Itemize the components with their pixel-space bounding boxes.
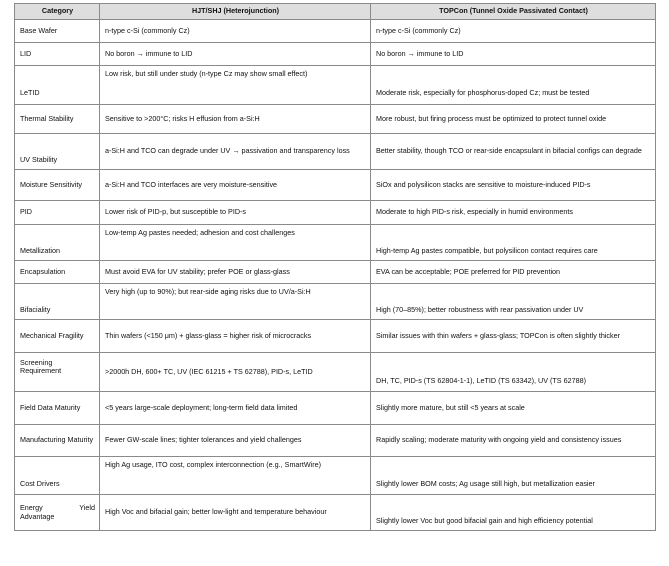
- table-row: [15, 392, 656, 425]
- comparison-table-container: [14, 3, 655, 531]
- row-topcon-value: Slightly lower Voc but good bifacial gain and high efficiency potential: [371, 495, 656, 531]
- row-topcon-value: EVA can be acceptable; POE preferred for PID prevention: [371, 261, 656, 284]
- table-row: [15, 320, 656, 353]
- row-hjt-value: a-Si:H and TCO interfaces are very moisture-sensitive: [100, 170, 371, 201]
- table-row: [15, 425, 656, 457]
- row-hjt-value: >2000h DH, 600+ TC, UV (IEC 61215 + TS 62788), PID-s, LeTID: [100, 353, 371, 392]
- row-hjt-value: a-Si:H and TCO can degrade under UV → passivation and transparency loss: [100, 134, 371, 170]
- row-hjt-value: <5 years large-scale deployment; long-term field data limited: [100, 392, 371, 425]
- row-hjt-value: Low risk, but still under study (n-type Cz may show small effect): [100, 66, 371, 105]
- comparison-table: [14, 3, 656, 531]
- row-category: LeTID: [15, 66, 100, 105]
- header-row: [15, 4, 656, 20]
- table-row: [15, 353, 656, 392]
- table-row: [15, 43, 656, 66]
- table-row: [15, 225, 656, 261]
- row-topcon-value: DH, TC, PID-s (TS 62804-1-1), LeTID (TS 63342), UV (TS 62788): [371, 353, 656, 392]
- row-category: Thermal Stability: [15, 105, 100, 134]
- row-topcon-value: Moderate to high PID-s risk, especially in humid environments: [371, 201, 656, 225]
- row-topcon-value: n-type c-Si (commonly Cz): [371, 20, 656, 43]
- row-category: Screening Requirement: [15, 353, 100, 392]
- table-row: [15, 20, 656, 43]
- row-topcon-value: No boron → immune to LID: [371, 43, 656, 66]
- row-topcon-value: SiOx and polysilicon stacks are sensitive to moisture-induced PID-s: [371, 170, 656, 201]
- row-topcon-value: Similar issues with thin wafers + glass-glass; TOPCon is often slightly thicker: [371, 320, 656, 353]
- row-topcon-value: More robust, but firing process must be optimized to protect tunnel oxide: [371, 105, 656, 134]
- header-category: Category: [15, 4, 100, 20]
- header-hjt: HJT/SHJ (Heterojunction): [100, 4, 371, 20]
- row-hjt-value: Thin wafers (<150 μm) + glass-glass = higher risk of microcracks: [100, 320, 371, 353]
- row-category: Field Data Maturity: [15, 392, 100, 425]
- table-row: [15, 201, 656, 225]
- row-topcon-value: Better stability, though TCO or rear-side encapsulant in bifacial configs can degrade: [371, 134, 656, 170]
- row-hjt-value: Lower risk of PID-p, but susceptible to PID-s: [100, 201, 371, 225]
- row-topcon-value: Slightly lower BOM costs; Ag usage still high, but metallization easier: [371, 457, 656, 495]
- row-hjt-value: No boron → immune to LID: [100, 43, 371, 66]
- row-category: Encapsulation: [15, 261, 100, 284]
- row-topcon-value: High (70–85%); better robustness with rear passivation under UV: [371, 284, 656, 320]
- row-hjt-value: n-type c-Si (commonly Cz): [100, 20, 371, 43]
- row-topcon-value: Rapidly scaling; moderate maturity with ongoing yield and consistency issues: [371, 425, 656, 457]
- row-category: UV Stability: [15, 134, 100, 170]
- row-category: Cost Drivers: [15, 457, 100, 495]
- row-hjt-value: Low-temp Ag pastes needed; adhesion and cost challenges: [100, 225, 371, 261]
- table-row: [15, 66, 656, 105]
- table-row: [15, 284, 656, 320]
- row-hjt-value: Very high (up to 90%); but rear-side aging risks due to UV/a-Si:H: [100, 284, 371, 320]
- row-category: Bifaciality: [15, 284, 100, 320]
- header-topcon: TOPCon (Tunnel Oxide Passivated Contact): [371, 4, 656, 20]
- row-hjt-value: Fewer GW-scale lines; tighter tolerances and yield challenges: [100, 425, 371, 457]
- row-category: Moisture Sensitivity: [15, 170, 100, 201]
- row-hjt-value: High Ag usage, ITO cost, complex interconnection (e.g., SmartWire): [100, 457, 371, 495]
- table-row: [15, 105, 656, 134]
- row-hjt-value: High Voc and bifacial gain; better low-light and temperature behaviour: [100, 495, 371, 531]
- row-category: Base Wafer: [15, 20, 100, 43]
- row-category: Metallization: [15, 225, 100, 261]
- row-topcon-value: Moderate risk, especially for phosphorus-doped Cz; must be tested: [371, 66, 656, 105]
- row-category: Manufacturing Maturity: [15, 425, 100, 457]
- row-topcon-value: High-temp Ag pastes compatible, but polysilicon contact requires care: [371, 225, 656, 261]
- row-hjt-value: Sensitive to >200°C; risks H effusion from a-Si:H: [100, 105, 371, 134]
- table-row: [15, 170, 656, 201]
- table-row: [15, 261, 656, 284]
- row-category: Mechanical Fragility: [15, 320, 100, 353]
- table-row: [15, 495, 656, 531]
- row-hjt-value: Must avoid EVA for UV stability; prefer POE or glass-glass: [100, 261, 371, 284]
- row-topcon-value: Slightly more mature, but still <5 years at scale: [371, 392, 656, 425]
- row-category: Energy Yield Advantage: [15, 495, 100, 531]
- row-category: PID: [15, 201, 100, 225]
- table-row: [15, 457, 656, 495]
- row-category: LID: [15, 43, 100, 66]
- table-row: [15, 134, 656, 170]
